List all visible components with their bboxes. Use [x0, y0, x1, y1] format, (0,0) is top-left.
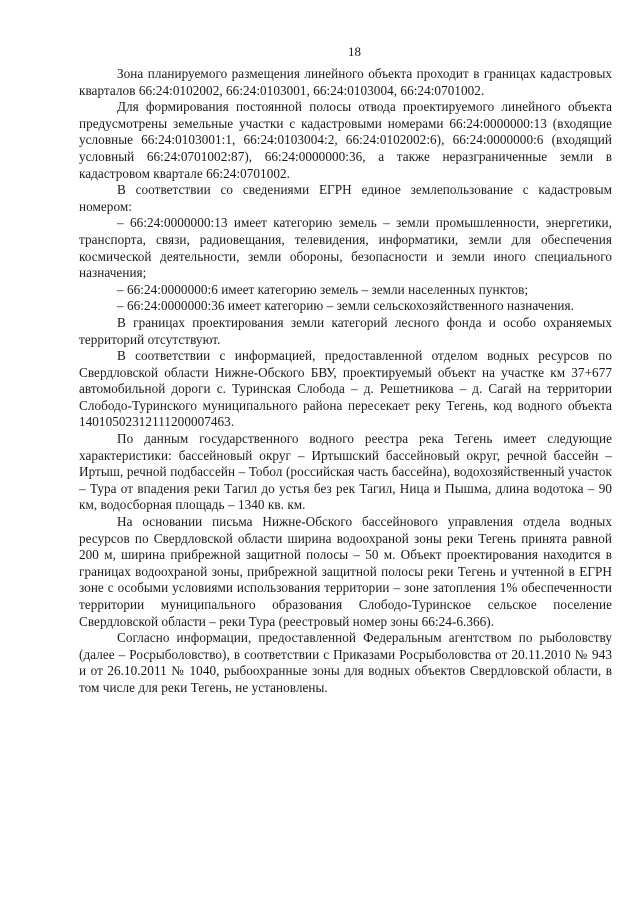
paragraph-water-resources: В соответствии с информацией, предоставленной отделом водных ресурсов по Свердловской области Нижне-Обского БВУ, проектируемый объект на участке км 37+677 автомобильной дороги с. Туринская Слобода – д. Решетникова – д. Сагай на территории Слободо-Туринского муниципального района пересекает реку Тегень, код водного объекта 14010502312111200007463.: [79, 348, 612, 430]
paragraph-fishery: Согласно информации, предоставленной Федеральным агентством по рыболовству (далее – Росрыболовство), в соответствии с Приказами Росрыболовства от 20.11.2010 № 943 и от 26.10.2011 № 1040, рыбоохранные зоны для водных объектов Свердловской области, в том числе для реки Тегень, не установлены.: [79, 630, 612, 695]
document-body: [79, 66, 612, 697]
paragraph-egrn-intro: В соответствии со сведениями ЕГРН единое землепользование с кадастровым номером:: [79, 182, 612, 214]
list-item-category-6: – 66:24:0000000:6 имеет категорию земель – земли населенных пунктов;: [117, 281, 529, 297]
paragraph-water-protection-zone: На основании письма Нижне-Обского бассейнового управления отдела водных ресурсов по Свердловской области ширина водоохраной зоны реки Тегень принята равной 200 м, ширина прибрежной защитной полосы – 50 м. Объект проектирования находится в границах водоохраной зоны, прибрежной защитной полосы реки Тегень и учтенной в ЕГРН зоне с особыми условиями использования территории – зоне затопления 1% обеспеченности территории муниципального образования Слободо-Туринское сельское поселение Свердловской области – реки Тура (реестровый номер зоны 66:24-6.366).: [79, 514, 612, 629]
list-item-category-36: – 66:24:0000000:36 имеет категорию – земли сельскохозяйственного назначения.: [117, 298, 575, 314]
list-item-category-13: – 66:24:0000000:13 имеет категорию земель – земли промышленности, энергетики, транспорта, связи, радиовещания, телевидения, информатики, земли для обеспечения космической деятельности, земли обороны, безопасности и земли иного специального назначения;: [79, 215, 612, 281]
paragraph-forest-fund: В границах проектирования земли категорий лесного фонда и особо охраняемых территорий отсутствуют.: [79, 314, 612, 347]
page-number: 18: [348, 44, 361, 59]
paragraph-water-registry: По данным государственного водного реестра река Тегень имеет следующие характеристики: бассейновый округ – Иртышский бассейновый округ, речной бассейн – Иртыш, речной подбассейн – Тобол (российская часть бассейна), водохозяйственный участок – Тура от впадения реки Тагил до устья без рек Тагил, Ница и Пышма, длина водотока – 90 км, водосборная площадь – 1340 кв. км.: [79, 431, 612, 513]
paragraph-zone-location: Зона планируемого размещения линейного объекта проходит в границах кадастровых кварталов 66:24:0102002, 66:24:0103001, 66:24:0103004, 66:24:0701002.: [79, 66, 612, 98]
paragraph-land-plots: Для формирования постоянной полосы отвода проектируемого линейного объекта предусмотрены земельные участки с кадастровыми номерами 66:24:0000000:13 (входящие условные 66:24:0103001:1, 66:24:0103004:2, 66:24:0102002:6), 66:24:0000000:6 (входящий условный 66:24:0701002:87), 66:24:0000000:36, а также неразграниченные земли в кадастровом квартале 66:24:0701002.: [79, 99, 612, 181]
